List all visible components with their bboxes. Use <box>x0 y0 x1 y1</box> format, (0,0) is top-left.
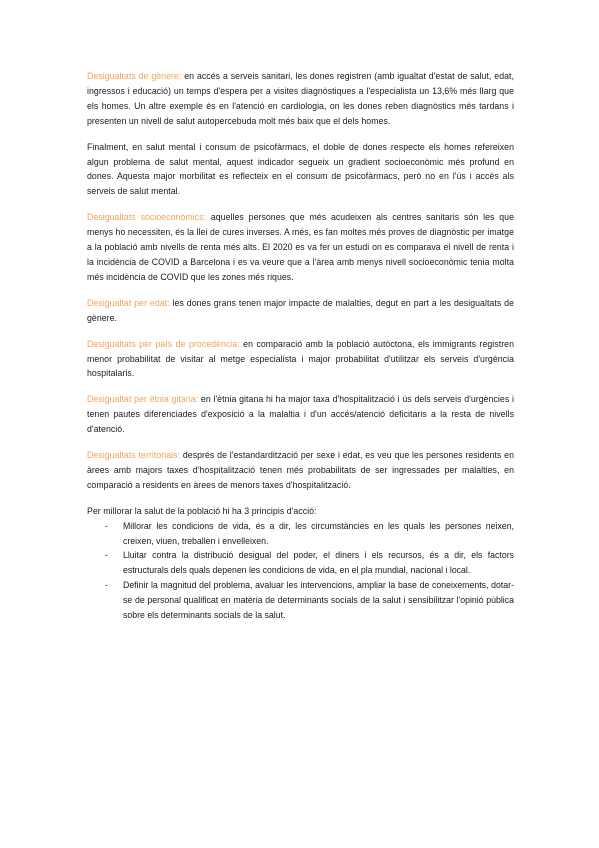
principles-list <box>87 519 514 623</box>
paragraph-gender <box>87 69 514 129</box>
paragraph-gypsy-text: en l'ètnia gitana hi ha major taxa d'hospitalització i ús dels serveis d'urgències i tenen pautes diferenciades d'exposició a la malaltia i d'un accés/atenció deficitaris a la resta de nivells d'atenció. <box>87 394 514 435</box>
bullet-dash: - <box>105 580 108 591</box>
paragraph-mental-health <box>87 140 514 200</box>
paragraph-age-text: les dones grans tenen major impacte de malalties, degut en part a les desigualtats de gènere. <box>87 297 514 323</box>
bullet-dash: - <box>105 550 108 561</box>
list-item-text: Lluitar contra la distribució desigual del poder, el diners i els recursos, és a dir, els factors estructurals dels quals depenen les condicions de vida, en el pla mundial, nacional i local. <box>123 550 514 576</box>
heading-socioeconomic: Desigualtats socioeconòmics: <box>87 212 207 223</box>
bullet-dash: - <box>105 520 108 531</box>
heading-territorial: Desigualtats territorials: <box>87 450 181 461</box>
heading-age: Desigualtat per edat: <box>87 297 170 308</box>
heading-origin: Desigualtats per país de procedència: <box>87 338 240 349</box>
paragraph-territorial <box>87 448 514 493</box>
paragraph-age <box>87 296 514 326</box>
paragraph-mental-health-text: Finalment, en salut mental i consum de psicofàrmacs, el doble de dones respecte els homes refereixen algun problema de salut mental, aquest indicador segueix un gradient socioeconòmic més profund en dones. Aquesta major morbilitat es reflecteix en el consum de psicofàrmacs, però no en l'ús i accés als serveis de salut mental. <box>87 141 514 197</box>
paragraph-origin-text: en comparació amb la població autòctona, els immigrants registren menor probabilitat de visitar al metge especialista i major probabilitat d'utilitzar els serveis d'urgència hospitalaris. <box>87 338 514 379</box>
paragraph-territorial-text: després de l'estandardització per sexe i edat, es veu que les persones residents en àrees amb majors taxes d'hospitalització tenen més probabilitats de ser ingressades per malalties, en comparació a residents en àrees de menors taxes d'hospitalització. <box>87 450 514 490</box>
list-item <box>87 578 514 623</box>
heading-gypsy: Desigualtat per ètnia gitana: <box>87 394 199 405</box>
paragraph-socioeconomic-text: aquelles persones que més acudeixen als centres sanitaris són les que menys ho necessiten, és la llei de cures inverses. A més, es fan moltes més proves de diagnòstic per imatge a la població amb nivells de renta més alts. El 2020 es va fer un estudi on es comparava el nivell de renta i la incidència de COVID a Barcelona i es va veure que a l'àrea amb menys nivell socioeconòmic tenia molta més incidència de COVID que les zones més riques. <box>87 212 514 282</box>
list-item <box>87 519 514 549</box>
list-item-text: Millorar les condicions de vida, és a dir, les circumstàncies en les quals les persones neixen, creixen, viuen, treballen i envelleixen. <box>123 520 514 546</box>
paragraph-socioeconomic <box>87 210 514 285</box>
principles-intro: Per millorar la salut de la població hi ha 3 principis d'acció: <box>87 505 317 516</box>
list-item-text: Definir la magnitud del problema, avaluar les intervencions, ampliar la base de coneixements, dotar-se de personal qualificat en matèria de determinants socials de la salut i sensibilitzar l'opinió pública sobre els determinants socials de la salut. <box>123 580 514 621</box>
paragraph-origin <box>87 337 514 382</box>
paragraph-gender-text: en accés a serveis sanitari, les dones registren (amb igualtat d'estat de salut, edat, ingressos i educació) un temps d'espera per a visites diagnòstiques a l'especialista un 13,6% més llarg que els homes. Un altre exemple és en l'atenció en cardiologia, on les dones reben diagnòstics més tardans i presenten un nivell de salut autopercebuda molt més baix que el dels homes. <box>87 71 514 126</box>
paragraph-gypsy <box>87 392 514 437</box>
heading-gender: Desigualtats de gènere: <box>87 71 182 81</box>
list-item <box>87 548 514 578</box>
